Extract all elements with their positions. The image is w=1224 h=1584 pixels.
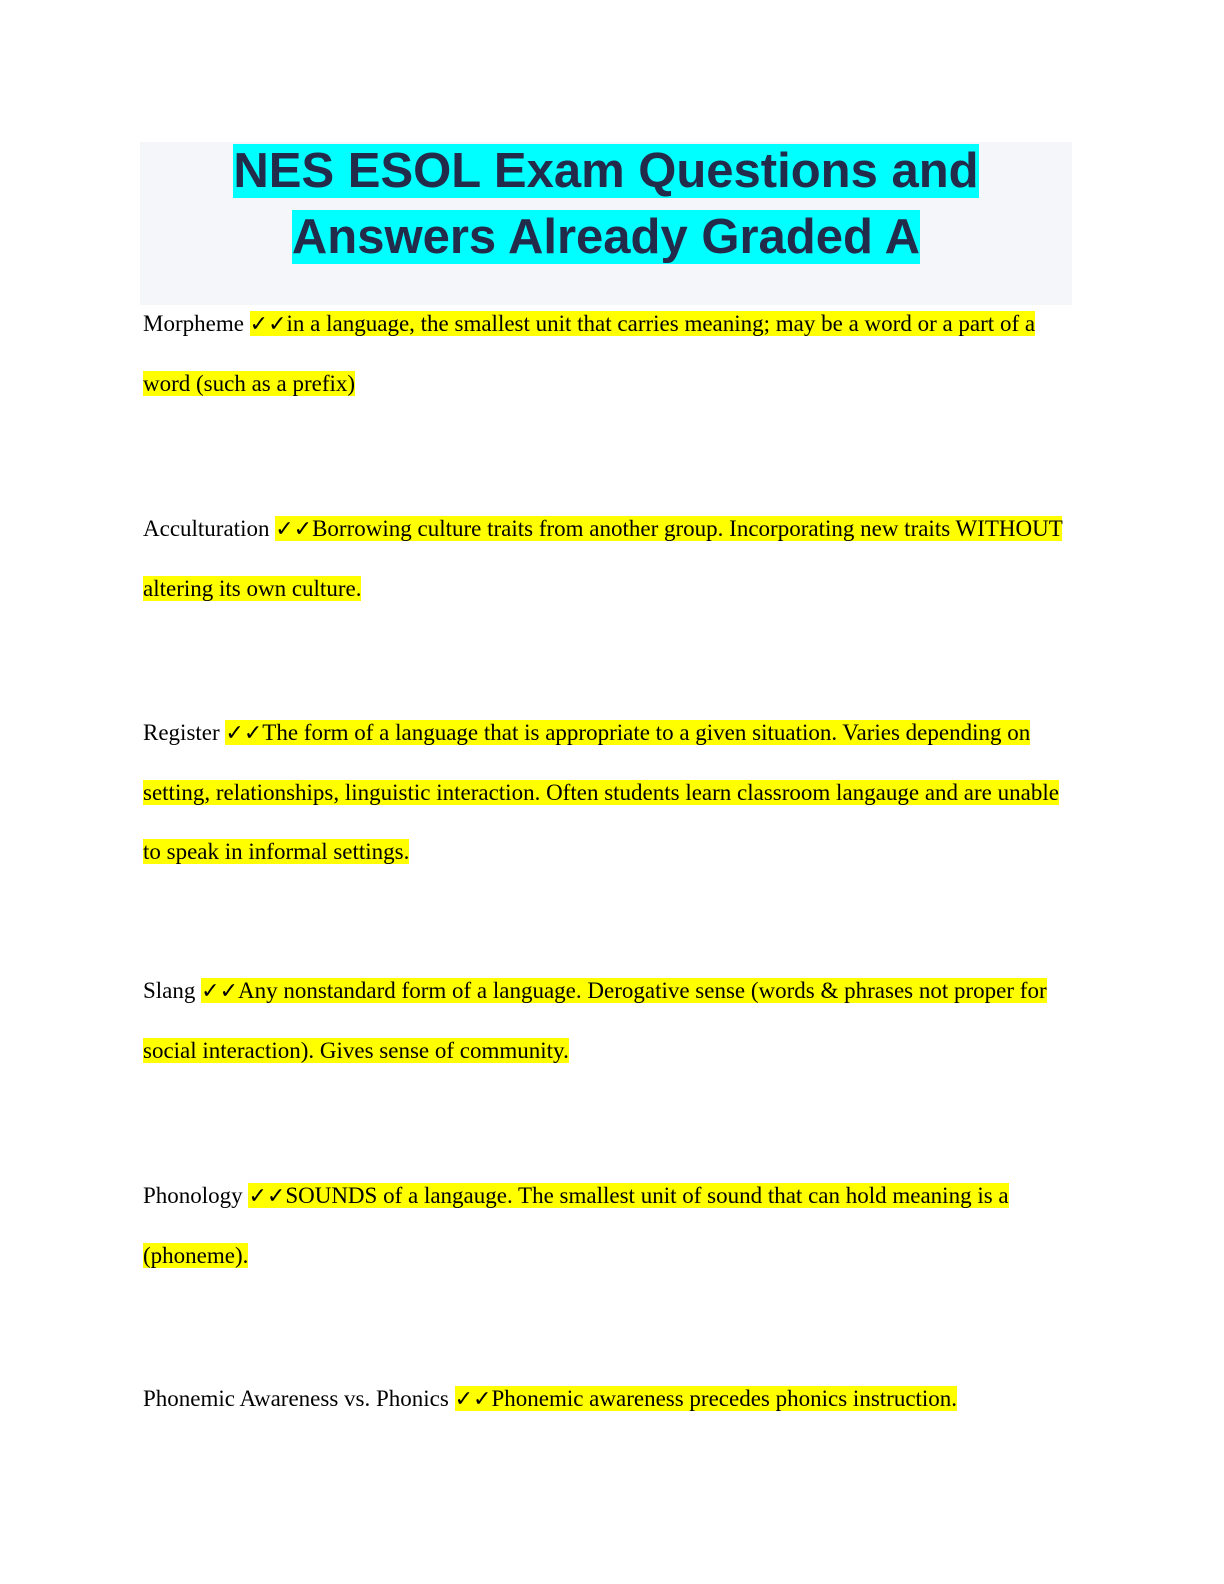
entry-term: Acculturation	[143, 516, 270, 541]
entry-term: Phonology	[143, 1183, 243, 1208]
check-icon: ✓✓	[225, 721, 263, 746]
check-icon: ✓✓	[249, 312, 287, 337]
check-icon: ✓✓	[201, 979, 239, 1004]
document-title: NES ESOL Exam Questions and Answers Already Graded A	[233, 144, 979, 264]
entry-phonology	[143, 1166, 1073, 1285]
entry-definition: ✓✓in a language, the smallest unit that carries meaning; may be a word or a part of a word (such as a prefix)	[143, 311, 1036, 396]
entry-definition: ✓✓Any nonstandard form of a language. Derogative sense (words & phrases not proper for social interaction). Gives sense of community.	[143, 978, 1047, 1063]
check-icon: ✓✓	[454, 1387, 492, 1412]
entry-definition: ✓✓Phonemic awareness precedes phonics instruction.	[454, 1386, 958, 1412]
entry-phonemic-awareness	[143, 1369, 1073, 1429]
entry-morpheme	[143, 294, 1073, 413]
entry-definition: ✓✓Borrowing culture traits from another group. Incorporating new traits WITHOUT altering its own culture.	[143, 516, 1063, 601]
entry-slang	[143, 961, 1073, 1080]
entry-acculturation	[143, 499, 1073, 618]
entry-definition: ✓✓The form of a language that is appropriate to a given situation. Varies depending on setting, relationships, linguistic interaction. Often students learn classroom langauge and are unable to speak in informal settings.	[143, 720, 1059, 864]
title-panel	[140, 142, 1072, 305]
entry-definition: ✓✓SOUNDS of a langauge. The smallest unit of sound that can hold meaning is a (phoneme).	[143, 1183, 1009, 1268]
entry-term: Register	[143, 720, 220, 745]
entry-register	[143, 703, 1073, 881]
check-icon: ✓✓	[248, 1184, 286, 1209]
entry-term: Morpheme	[143, 311, 244, 336]
entry-term: Slang	[143, 978, 196, 1003]
check-icon: ✓✓	[275, 517, 313, 542]
entry-term: Phonemic Awareness vs. Phonics	[143, 1386, 449, 1411]
